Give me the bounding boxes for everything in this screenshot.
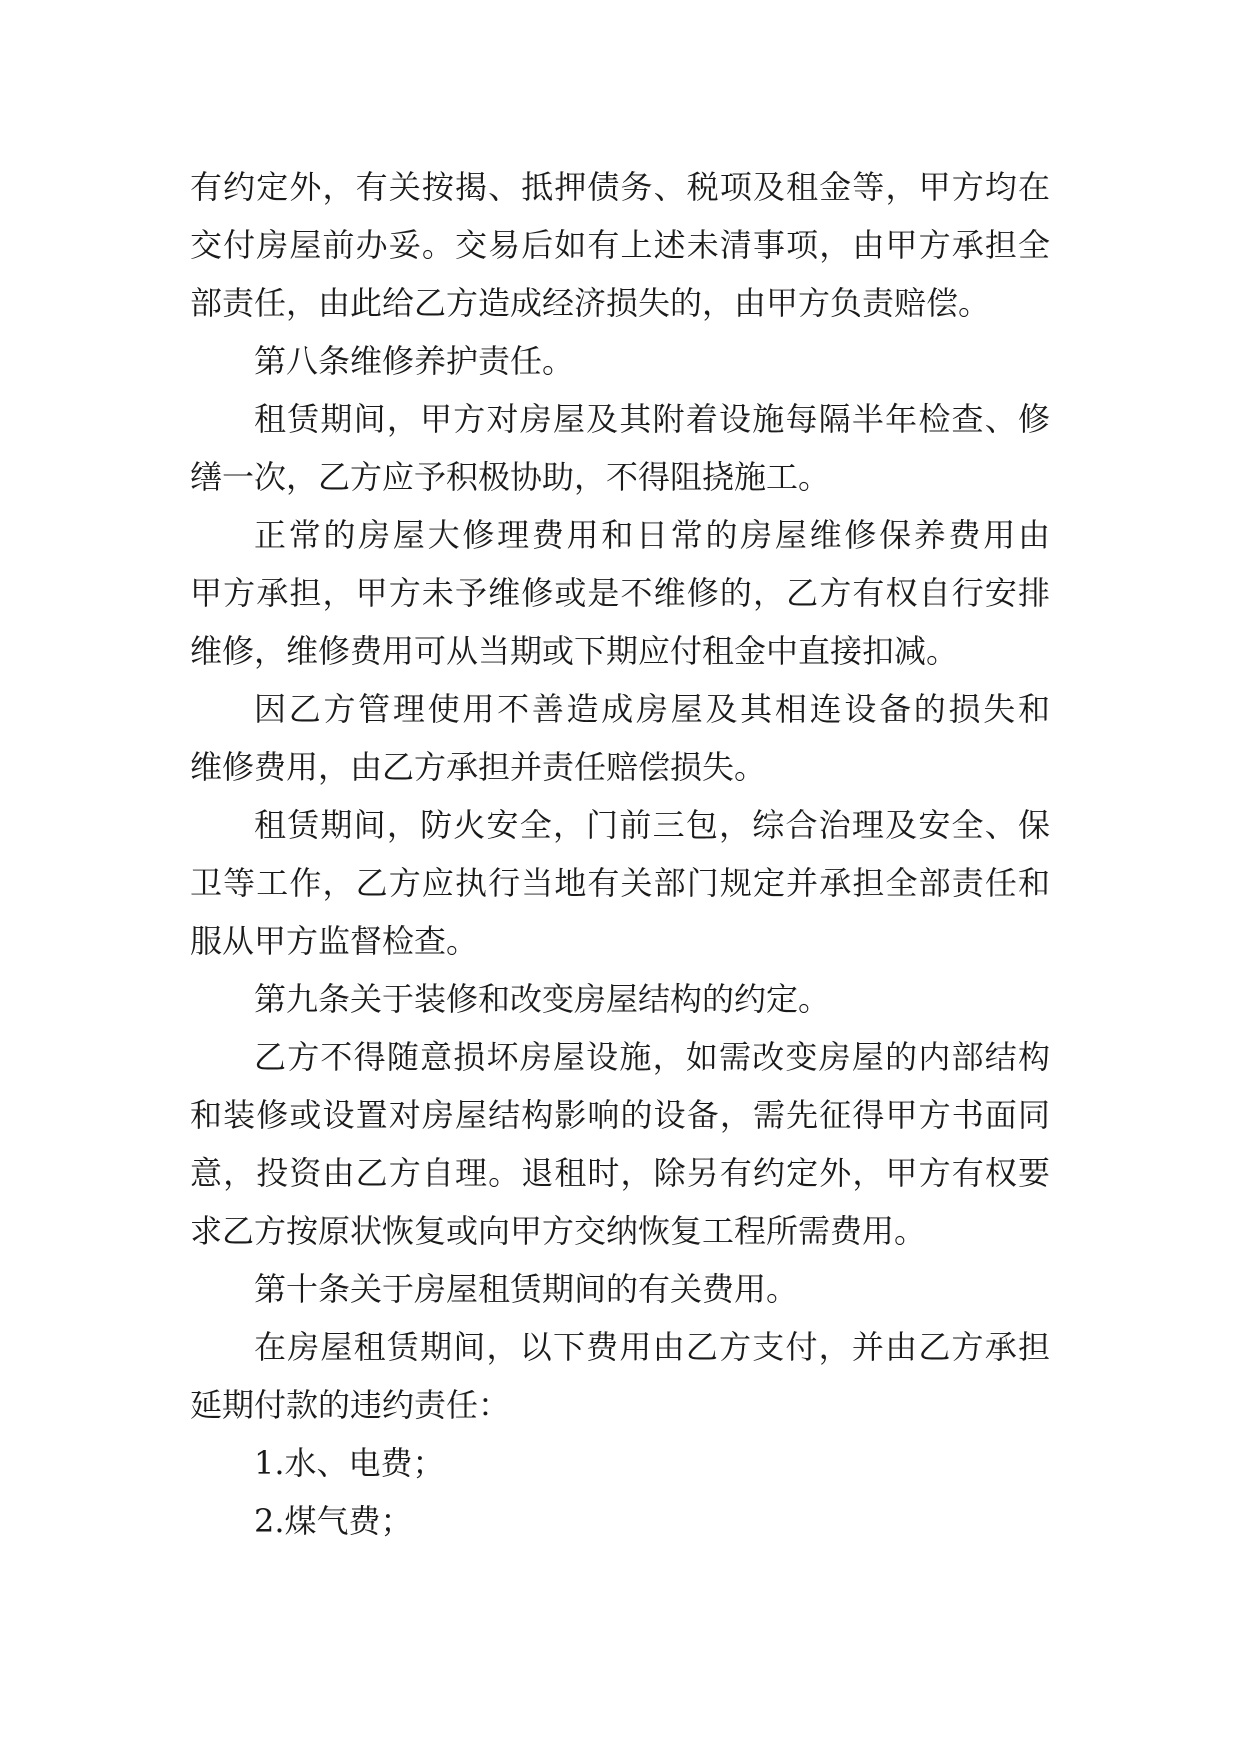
text-line: 第九条关于装修和改变房屋结构的约定。 bbox=[254, 980, 831, 1018]
text-line: 意，投资由乙方自理。退租时，除另有约定外，甲方有权要 bbox=[190, 1154, 1050, 1192]
document-body bbox=[190, 158, 1050, 1550]
text-line: 在房屋租赁期间，以下费用由乙方支付，并由乙方承担 bbox=[254, 1328, 1050, 1366]
text-line: 租赁期间，防火安全，门前三包，综合治理及安全、保 bbox=[254, 806, 1050, 844]
text-line: 甲方承担，甲方未予维修或是不维修的，乙方有权自行安排 bbox=[190, 574, 1050, 612]
text-line: 因乙方管理使用不善造成房屋及其相连设备的损失和 bbox=[254, 690, 1050, 728]
text-line: 服从甲方监督检查。 bbox=[190, 922, 479, 960]
paragraph-p9 bbox=[190, 1260, 1050, 1318]
text-line: 和装修或设置对房屋结构影响的设备，需先征得甲方书面同 bbox=[190, 1096, 1050, 1134]
text-line: 交付房屋前办妥。交易后如有上述未清事项，由甲方承担全 bbox=[190, 226, 1050, 264]
paragraph-p11 bbox=[190, 1434, 1050, 1492]
paragraph-p5 bbox=[190, 680, 1050, 796]
text-line: 正常的房屋大修理费用和日常的房屋维修保养费用由 bbox=[254, 516, 1050, 554]
text-line: 部责任，由此给乙方造成经济损失的，由甲方负责赔偿。 bbox=[190, 284, 991, 322]
text-line: 第十条关于房屋租赁期间的有关费用。 bbox=[254, 1270, 799, 1308]
text-line: 1.水、电费； bbox=[254, 1444, 445, 1482]
paragraph-p12 bbox=[190, 1492, 1050, 1550]
paragraph-p3 bbox=[190, 390, 1050, 506]
text-line: 2.煤气费； bbox=[254, 1502, 413, 1540]
text-line: 维修费用，由乙方承担并责任赔偿损失。 bbox=[190, 748, 767, 786]
paragraph-p1 bbox=[190, 158, 1050, 332]
paragraph-p6 bbox=[190, 796, 1050, 970]
text-line: 乙方不得随意损坏房屋设施，如需改变房屋的内部结构 bbox=[254, 1038, 1050, 1076]
text-line: 有约定外，有关按揭、抵押债务、税项及租金等，甲方均在 bbox=[190, 168, 1050, 206]
text-line: 缮一次，乙方应予积极协助，不得阻挠施工。 bbox=[190, 458, 831, 496]
paragraph-p4 bbox=[190, 506, 1050, 680]
paragraph-p2 bbox=[190, 332, 1050, 390]
text-line: 延期付款的违约责任： bbox=[190, 1386, 511, 1424]
text-line: 维修，维修费用可从当期或下期应付租金中直接扣减。 bbox=[190, 632, 959, 670]
paragraph-p8 bbox=[190, 1028, 1050, 1260]
paragraph-p10 bbox=[190, 1318, 1050, 1434]
text-line: 卫等工作，乙方应执行当地有关部门规定并承担全部责任和 bbox=[190, 864, 1050, 902]
text-line: 第八条维修养护责任。 bbox=[254, 342, 575, 380]
text-line: 租赁期间，甲方对房屋及其附着设施每隔半年检查、修 bbox=[254, 400, 1050, 438]
text-line: 求乙方按原状恢复或向甲方交纳恢复工程所需费用。 bbox=[190, 1212, 927, 1250]
paragraph-p7 bbox=[190, 970, 1050, 1028]
